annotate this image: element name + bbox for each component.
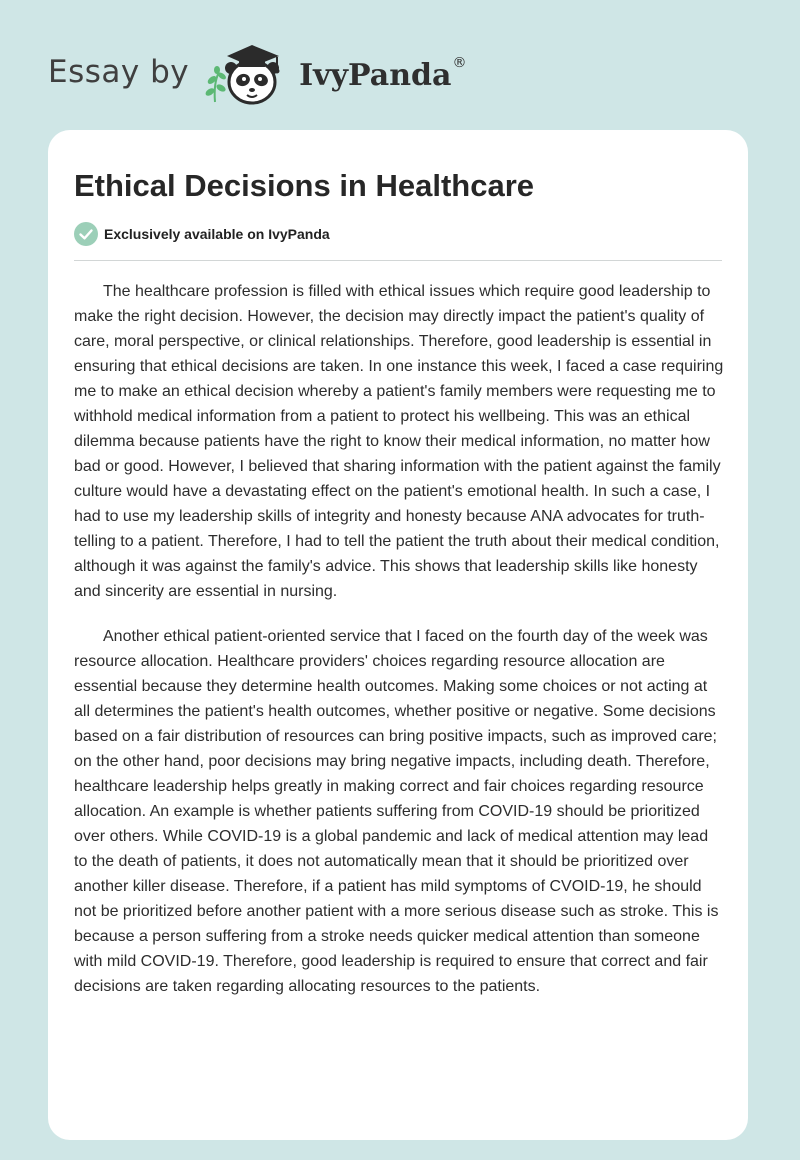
page-title: Ethical Decisions in Healthcare: [74, 168, 535, 203]
exclusive-badge-text: Exclusively available on IvyPanda: [104, 226, 330, 242]
exclusive-badge: [74, 221, 722, 247]
leaf-sprig-icon: [204, 66, 227, 102]
brand-header: [48, 36, 466, 108]
check-circle-icon: [74, 222, 98, 246]
panda-graduation-cap-logo: [203, 36, 295, 108]
brand-name: IvyPanda: [299, 57, 452, 93]
paragraph-2: Another ethical patient-oriented service that I faced on the fourth day of the week was resource allocation. Healthcare providers' choices regarding resource allocation are essential because they determine health outcomes. Making some choices or not acting at all determines the patient's health outcomes, whether positive or negative. Some decisions based on a fair distribution of resources can bring positive impacts, such as improved care; on the other hand, poor decisions may bring negative impacts, including death. Therefore, healthcare leadership helps greatly in making correct and fair choices regarding resource allocation. An example is whether patients suffering from COVID-19 should be prioritized over others. While COVID-19 is a global pandemic and lack of medical attention may lead to the death of patients, it does not automatically mean that it should be prioritized over another killer disease. Therefore, if a patient has mild symptoms of CVOID-19, he should not be prioritized before another patient with a more serious disease such as stroke. This is because a person suffering from a stroke needs quicker medical attention than someone with mild COVID-19. Therefore, good leadership is required to ensure that correct and fair decisions are taken regarding allocating resources to the patients.: [74, 628, 719, 995]
registered-mark: ®: [452, 55, 467, 71]
essay-card: [48, 130, 748, 1140]
essay-body: [74, 279, 724, 999]
paragraph-1: The healthcare profession is filled with ethical issues which require good leadership to make the right decision. However, the decision may directly impact the patient's quality of care, moral perspective, or clinical relationships. Therefore, good leadership is essential in ensuring that ethical decisions are taken. In one instance this week, I faced a case requiring me to make an ethical decision whereby a patient's family members were requesting me to withhold medical information from a patient to protect his wellbeing. This was an ethical dilemma because patients have the right to know their medical information, no matter how bad or good. However, I believed that sharing information with the patient against the family culture would have a devastating effect on the patient's emotional health. In such a case, I had to use my leadership skills of integrity and honesty because ANA advocates for truth-telling to a patient. Therefore, I had to tell the patient the truth about their medical condition, although it was against the family's advice. This shows that leadership skills like honesty and sincerity are essential in nursing.: [74, 283, 724, 600]
essay-by-label: Essay by: [48, 54, 190, 90]
divider: [74, 260, 722, 261]
